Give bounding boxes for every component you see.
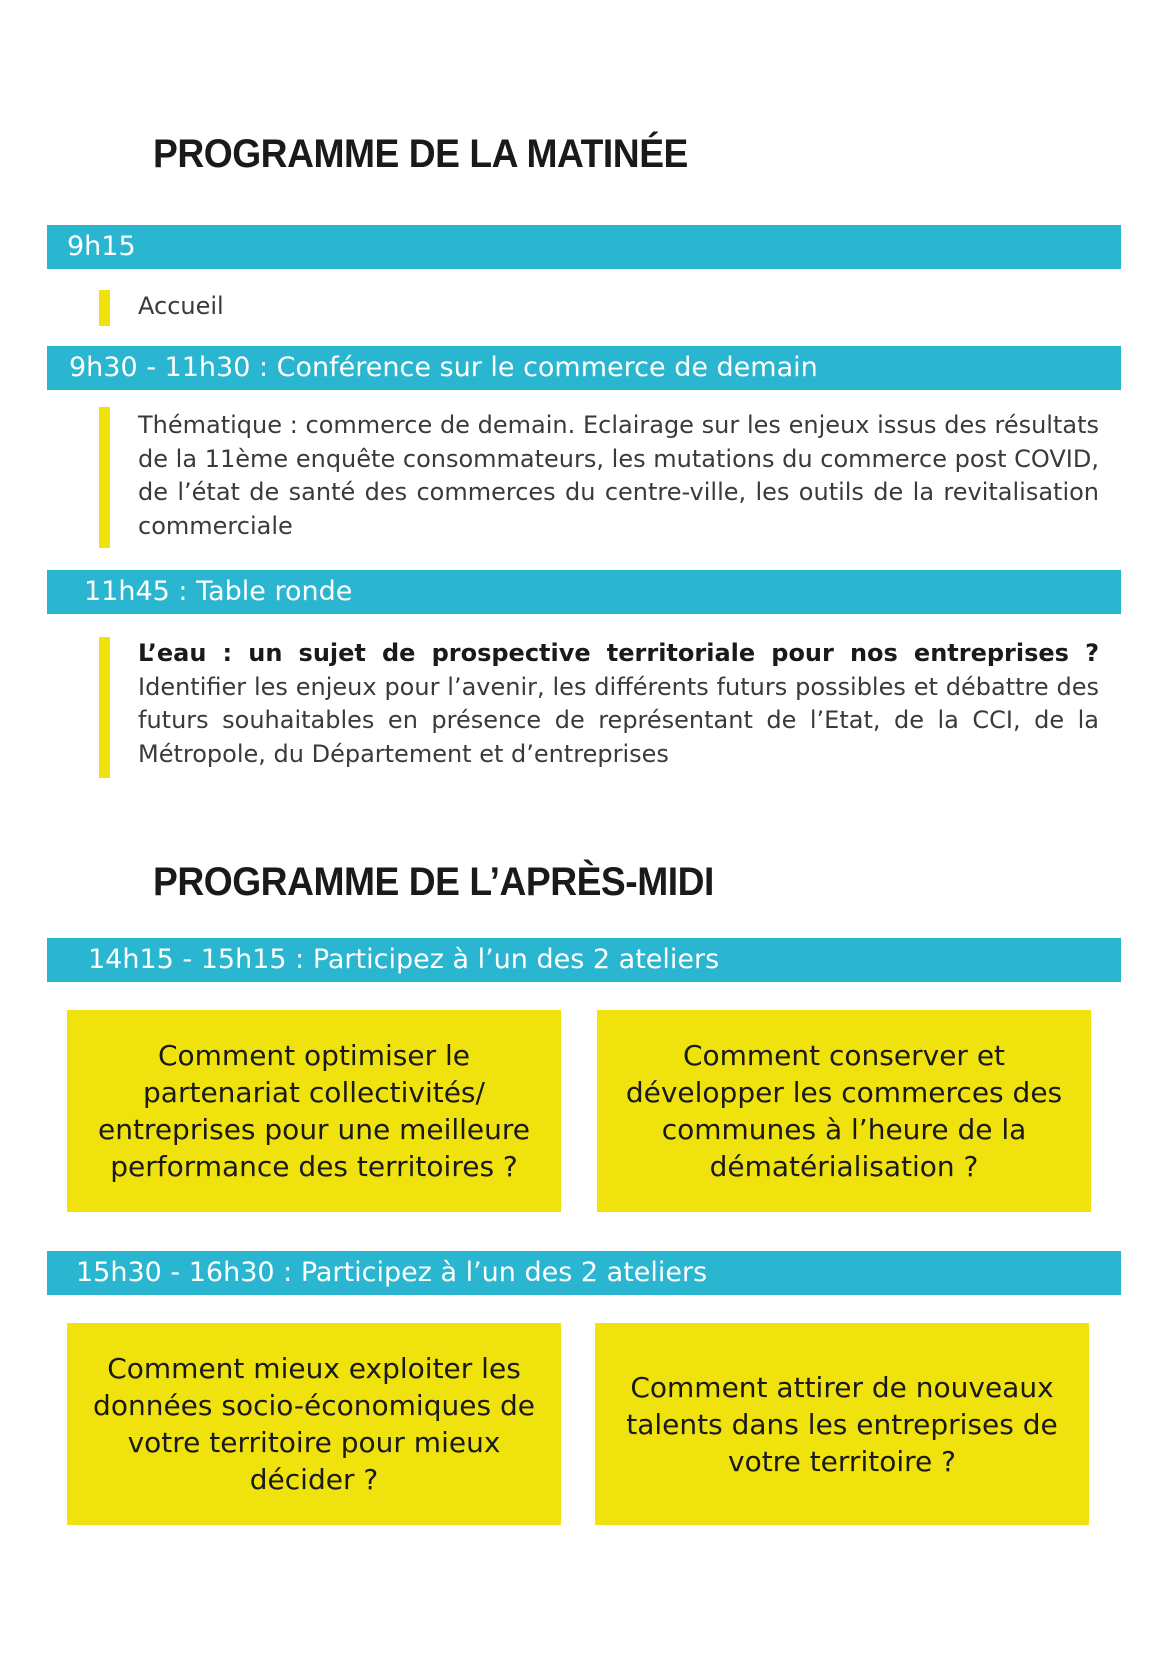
slot-description: Thématique : commerce de demain. Eclairage sur les enjeux issus des résultats de la 11ème enquête consommateurs, les mutations du commerce post COVID, de l’état de santé des commerces du centre-ville, les outils de la revitalisation commerciale [138, 411, 1099, 540]
slot-highlight: L’eau : un sujet de prospective territoriale pour nos entreprises ? [138, 639, 1099, 667]
slot-time-bar: 11h45 : Table ronde [47, 570, 1121, 614]
slot-item-table-ronde [99, 637, 1099, 778]
session-time-bar: 14h15 - 15h15 : Participez à l’un des 2 ateliers [47, 938, 1121, 982]
yellow-marker [99, 407, 110, 548]
workshop-card: Comment conserver et développer les commerces des communes à l’heure de la dématérialisation ? [597, 1010, 1091, 1212]
slot-time-bar: 9h30 - 11h30 : Conférence sur le commerce de demain [47, 346, 1121, 390]
session-time-bar: 15h30 - 16h30 : Participez à l’un des 2 ateliers [47, 1251, 1121, 1295]
slot-description: Accueil [138, 292, 224, 320]
workshop-card: Comment optimiser le partenariat collectivités/ entreprises pour une meilleure performance des territoires ? [67, 1010, 561, 1212]
workshop-card: Comment mieux exploiter les données socio-économiques de votre territoire pour mieux décider ? [67, 1323, 561, 1525]
slot-time-bar: 9h15 [47, 225, 1121, 269]
afternoon-title: PROGRAMME DE L’APRÈS-MIDI [153, 860, 714, 904]
yellow-marker [99, 637, 110, 778]
slot-item-conference [99, 407, 1099, 548]
yellow-marker [99, 290, 110, 326]
slot-description [138, 637, 1099, 771]
slot-item-accueil [99, 290, 1099, 326]
slot-description-rest: Identifier les enjeux pour l’avenir, les différents futurs possibles et débattre des futurs souhaitables en présence de représentant de l’Etat, de la CCI, de la Métropole, du Département et d’entreprises [138, 672, 1099, 768]
workshop-card: Comment attirer de nouveaux talents dans les entreprises de votre territoire ? [595, 1323, 1089, 1525]
morning-title: PROGRAMME DE LA MATINÉE [153, 132, 688, 176]
